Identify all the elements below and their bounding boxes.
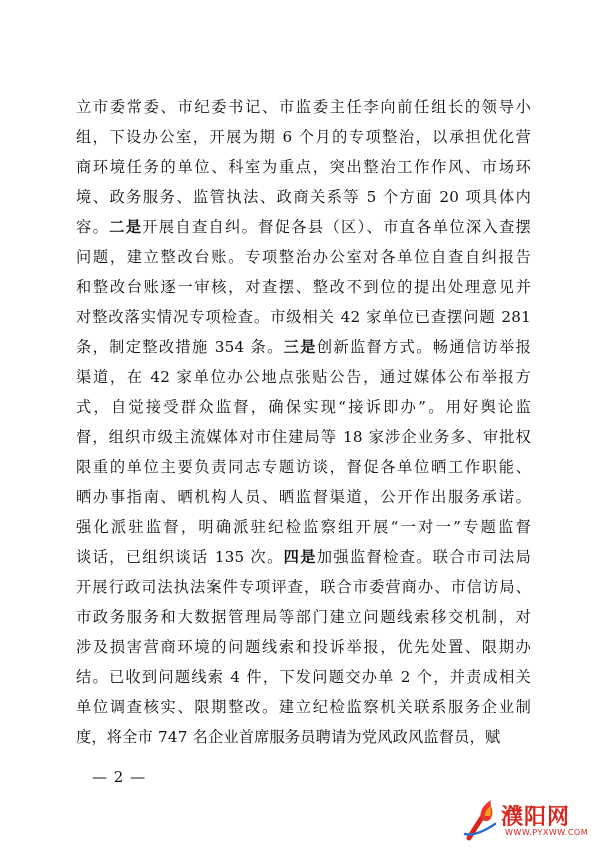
text-line [76,392,531,422]
text-line [76,332,531,362]
text-run: 市政务服务和大数据管理局等部门建立问题线索移交机制，对 [76,608,531,626]
text-run: 境、政务服务、监管执法、政商关系等 5 个方面 20 项具体内 [76,188,531,206]
text-line [76,302,531,332]
watermark-title: 濮阳网 [501,805,571,830]
text-run: 商环境任务的单位、科室为重点，突出整治工作作风、市场环 [76,158,531,176]
text-line [76,422,531,452]
text-run: 强化派驻监督，明确派驻纪检监察组开展“一对一”专题监督 [76,518,531,536]
text-run: 问题，建立整改台账。专项整治办公室对各单位自查自纠报告 [76,248,531,266]
text-line [76,122,531,152]
text-run: 渠道，在 42 家单位办公地点张贴公告，通过媒体公布举报方 [76,368,531,386]
page-number: — 2 — [92,768,147,786]
text-line [76,212,531,242]
text-run: 结。已收到问题线索 4 件，下发问题交办单 2 个，并责成相关 [76,668,531,686]
text-line [76,242,531,272]
text-line [76,482,531,512]
bold-lead-phrase: 四是 [283,548,317,566]
text-run: 对整改落实情况专项检查。市级相关 42 家单位已查摆问题 281 [76,308,531,326]
text-line [76,512,531,542]
text-run: 条，制定整改措施 354 条。 [76,338,284,356]
text-line [76,92,531,122]
document-body [76,92,531,752]
site-watermark [461,796,589,844]
text-run: 和整改台账逐一审核，对查摆、整改不到位的提出处理意见并 [76,278,531,296]
text-run: 晒办事指南、晒机构人员、晒监督渠道，公开作出服务承诺。 [76,488,531,506]
text-line [76,722,531,752]
text-run: 组，下设办公室，开展为期 6 个月的专项整治，以承担优化营 [76,128,531,146]
text-line [76,542,531,572]
text-run: 立市委常委、市纪委书记、市监委主任李向前任组长的领导小 [76,98,531,116]
text-run: 限重的单位主要负责同志专题访谈，督促各单位晒工作职能、 [76,458,531,476]
text-line [76,182,531,212]
text-line [76,452,531,482]
text-line [76,152,531,182]
torch-logo-icon [461,798,501,842]
text-line [76,572,531,602]
text-run: 式，自觉接受群众监督，确保实现“接诉即办”。用好舆论监 [76,398,531,416]
text-run: 谈话，已组织谈话 135 次。 [76,548,284,566]
text-line [76,662,531,692]
text-run: 容。 [76,218,110,236]
text-run: 单位调查核实、限期整改。建立纪检监察机关联系服务企业制 [76,698,531,716]
watermark-url: WWW.PYXWW.COM [505,828,589,837]
text-run: 督，组织市级主流媒体对市住建局等 18 家涉企业务多、审批权 [76,428,531,446]
text-line [76,272,531,302]
text-run: 涉及损害营商环境的问题线索和投诉举报，优先处置、限期办 [76,638,531,656]
text-run: 加强监督检查。联合市司法局 [316,548,531,566]
text-line [76,692,531,722]
text-run: 开展行政司法执法案件专项评查，联合市委营商办、市信访局、 [76,578,531,596]
text-run: 创新监督方式。畅通信访举报 [316,338,531,356]
bold-lead-phrase: 三是 [283,338,317,356]
text-run: 开展自查自纠。督促各县（区）、市直各单位深入查摆 [142,218,532,236]
text-line [76,362,531,392]
text-line [76,602,531,632]
bold-lead-phrase: 二是 [109,218,143,236]
text-run: 度，将全市 747 名企业首席服务员聘请为党风政风监督员，赋 [76,728,501,746]
text-line [76,632,531,662]
